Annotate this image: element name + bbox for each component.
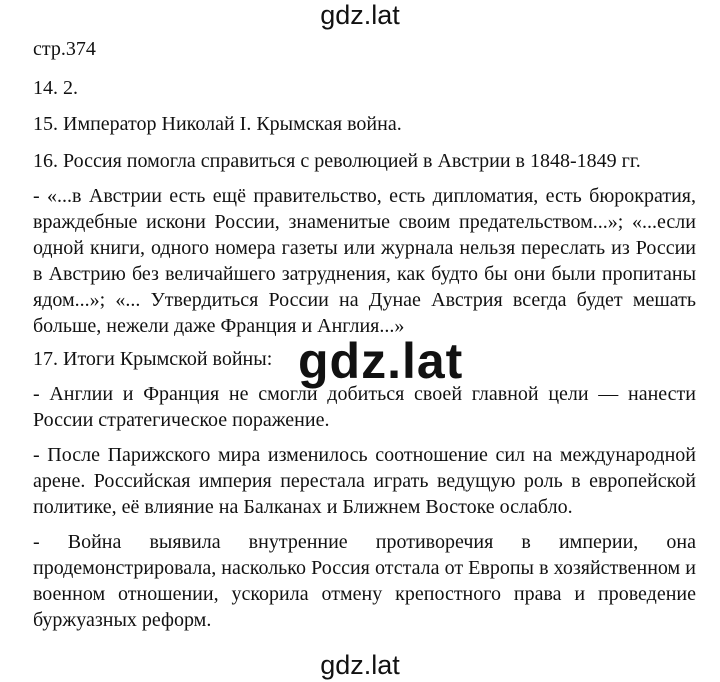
answer-14: 14. 2. xyxy=(33,77,78,99)
watermark-top: gdz.lat xyxy=(320,0,400,30)
answer-17-point-2: - После Парижского мира изменилось соотношение сил на международной арене. Российская империя перестала играть ведущую роль в европейской политике, её влияние на Балканах и Ближнем Востоке ослабло. xyxy=(33,444,696,518)
answer-16-quote: - «...в Австрии есть ещё правительство, есть дипломатия, есть бюрократия, враждебные искони России, знаменитые своим предательством...»; «...если одной книги, одного номера газеты или журнала нельзя переслать из России в Австрию без величайшего затруднения, как будто бы они были пропитаны ядом...»; «... Утвердиться России на Дунае Австрия всегда будет мешать больше, нежели даже Франция и Англия...» xyxy=(33,185,696,337)
watermark-bottom: gdz.lat xyxy=(320,650,400,680)
answer-17-point-1: - Англии и Франция не смогли добиться своей главной цели — нанести России стратегическое поражение. xyxy=(33,383,696,431)
answer-16: 16. Россия помогла справиться с революцией в Австрии в 1848-1849 гг. xyxy=(33,150,641,172)
page-reference: стр.374 xyxy=(33,38,96,60)
answer-17-point-3: - Война выявила внутренние противоречия в империи, она продемонстрировала, насколько Россия отстала от Европы в хозяйственном и военном отношении, ускорила отмену крепостного права и проведение буржуазных реформ. xyxy=(33,531,696,631)
answer-17-title: 17. Итоги Крымской войны: xyxy=(33,348,273,370)
answer-15: 15. Император Николай I. Крымская война. xyxy=(33,113,402,135)
watermark-middle: gdz.lat xyxy=(298,333,464,389)
